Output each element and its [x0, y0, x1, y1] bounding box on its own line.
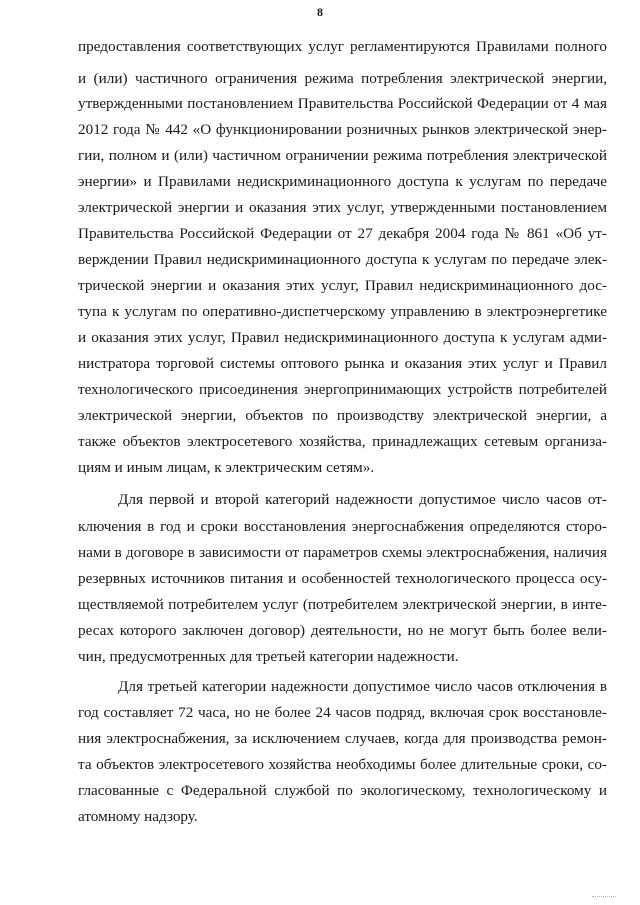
- paragraph-2-line-3: нами в договоре в зависимости от параметров схемы электроснабжения, наличия: [78, 544, 607, 561]
- paragraph-3-line-2: год составляет 72 часа, но не более 24 часов подряд, включая срок восстановле-: [78, 704, 607, 721]
- paragraph-1-line-6: энергии» и Правилами недискриминационного доступа к услугам по передаче: [78, 173, 607, 190]
- paragraph-1-line-12: и оказания этих услуг, Правил недискриминационного доступа к услугам адми-: [78, 329, 607, 346]
- paragraph-1-line-7: электрической энергии и оказания этих услуг, утвержденными постановлением: [78, 199, 607, 216]
- paragraph-1-line-1: предоставления соответствующих услуг регламентируются Правилами полного: [78, 38, 607, 55]
- paragraph-3-line-1: Для третьей категории надежности допустимое число часов отключения в: [118, 678, 607, 695]
- paragraph-2-line-7: чин, предусмотренных для третьей категории надежности.: [78, 648, 459, 665]
- paragraph-1-line-10: трической энергии и оказания этих услуг, Правил недискриминационного дос-: [78, 277, 607, 294]
- paragraph-2-line-1: Для первой и второй категорий надежности допустимое число часов от-: [118, 491, 607, 508]
- paragraph-1-line-9: верждении Правил недискриминационного доступа к услугам по передаче элек-: [78, 251, 607, 268]
- paragraph-2-line-5: ществляемой потребителем услуг (потребителем электрической энергии, в инте-: [78, 596, 607, 613]
- paragraph-2-line-6: ресах которого заключен договор) деятельности, но не могут быть более вели-: [78, 622, 607, 639]
- paragraph-2-line-2: ключения в год и сроки восстановления энергоснабжения определяются сторо-: [78, 518, 607, 535]
- paragraph-1-line-15: электрической энергии, объектов по производству электрической энергии, а: [78, 407, 607, 424]
- page-number: 8: [317, 5, 323, 19]
- paragraph-3-line-3: ния электроснабжения, за исключением случаев, когда для производства ремон-: [78, 730, 607, 747]
- paragraph-1-line-4: 2012 года № 442 «О функционировании розничных рынков электрической энер-: [78, 121, 607, 138]
- paragraph-1-line-3: утвержденными постановлением Правительства Российской Федерации от 4 мая: [78, 95, 607, 112]
- paragraph-1-line-13: нистратора торговой системы оптового рынка и оказания этих услуг и Правил: [78, 355, 607, 372]
- paragraph-1-line-5: гии, полном и (или) частичном ограничении режима потребления электрической: [78, 147, 607, 164]
- paragraph-1-line-11: тупа к услугам по оперативно-диспетчерскому управлению в электроэнергетике: [78, 303, 607, 320]
- paragraph-3-line-5: гласованные с Федеральной службой по экологическому, технологическому и: [78, 782, 607, 799]
- paragraph-3-line-6: атомному надзору.: [78, 808, 198, 825]
- paragraph-1-line-2: и (или) частичного ограничения режима потребления электрической энергии,: [78, 70, 607, 87]
- paragraph-1-line-8: Правительства Российской Федерации от 27 декабря 2004 года № 861 «Об ут-: [78, 225, 607, 242]
- paragraph-2-line-4: резервных источников питания и особенностей технологического процесса осу-: [78, 570, 607, 587]
- paragraph-3-line-4: та объектов электросетевого хозяйства необходимы более длительные сроки, со-: [78, 756, 607, 773]
- paragraph-1-line-14: технологического присоединения энергопринимающих устройств потребителей: [78, 381, 607, 398]
- scan-artifact: [592, 896, 616, 899]
- paragraph-1-line-16: также объектов электросетевого хозяйства, принадлежащих сетевым организа-: [78, 433, 607, 450]
- paragraph-1-line-17: циям и иным лицам, к электрическим сетям».: [78, 459, 375, 476]
